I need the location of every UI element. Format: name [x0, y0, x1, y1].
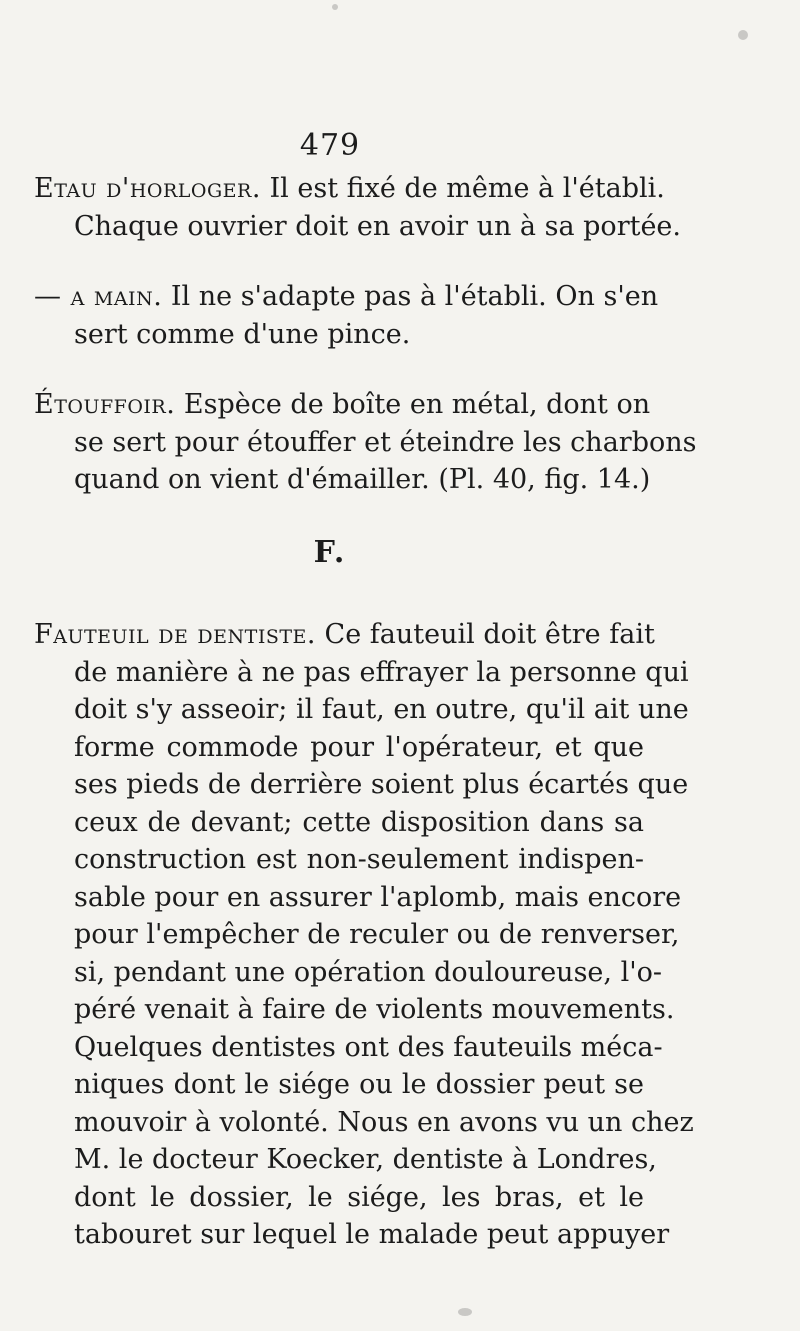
entry-line: tabouret sur lequel le malade peut appuyer	[74, 1219, 670, 1250]
entry-line: M. le docteur Koecker, dentiste à Londres,	[74, 1144, 657, 1175]
entry-line: si, pendant une opération douloureuse, l'o-	[74, 956, 663, 988]
entry-line	[34, 170, 665, 208]
entry-line: forme commode pour l'opérateur, et que	[74, 731, 644, 763]
page-number: 479	[299, 128, 361, 163]
entry-line: Quelques dentistes ont des fauteuils méca-	[74, 1031, 663, 1063]
entry-line: se sert pour étouffer et éteindre les charbons	[74, 426, 697, 458]
entry-line: pour l'empêcher de reculer ou de renverser,	[74, 919, 680, 950]
entry-line: quand on vient d'émailler. (Pl. 40, fig. 14.)	[74, 464, 651, 495]
entry-line: sable pour en assurer l'aplomb, mais encore	[74, 881, 682, 913]
entry-etau	[34, 170, 681, 245]
entry-etouffoir	[34, 386, 697, 499]
entry-line: ceux de devant; cette disposition dans sa	[74, 806, 644, 838]
paper-speck	[738, 30, 748, 40]
entry-a-main	[34, 278, 659, 353]
paper-speck	[458, 1308, 472, 1316]
section-letter: F.	[313, 535, 347, 570]
entry-line: niques dont le siége ou le dossier peut se	[74, 1069, 644, 1100]
entry-line: péré venait à faire de violents mouvements.	[74, 994, 675, 1025]
entry-line: doit s'y asseoir; il faut, en outre, qu'il ait une	[74, 694, 689, 725]
entry-line: construction est non-seulement indispen-	[74, 844, 644, 875]
entry-line	[34, 278, 659, 316]
entry-headword: — a main.	[34, 281, 163, 312]
entry-line	[34, 386, 651, 424]
entry-line	[34, 616, 655, 654]
paper-speck	[332, 4, 338, 10]
entry-line: sert comme d'une pince.	[74, 318, 411, 350]
entry-line: ses pieds de derrière soient plus écartés que	[74, 769, 689, 800]
entry-line: dont le dossier, le siége, les bras, et le	[74, 1181, 644, 1213]
entry-fauteuil	[34, 616, 694, 1254]
entry-line: de manière à ne pas effrayer la personne qui	[74, 656, 689, 688]
entry-text: Il ne s'adapte pas à l'établi. On s'en	[162, 281, 659, 312]
entry-text: Ce fauteuil doit être fait	[315, 619, 655, 650]
entry-line: mouvoir à volonté. Nous en avons vu un chez	[74, 1106, 694, 1138]
entry-headword: Fauteuil de dentiste.	[34, 619, 316, 650]
entry-headword: Etau d'horloger.	[34, 173, 261, 204]
entry-line: Chaque ouvrier doit en avoir un à sa portée.	[74, 210, 681, 242]
entry-text: Espèce de boîte en métal, dont on	[175, 389, 651, 420]
entry-text: Il est fixé de même à l'établi.	[260, 173, 665, 204]
entry-headword: Étouffoir.	[34, 389, 176, 420]
